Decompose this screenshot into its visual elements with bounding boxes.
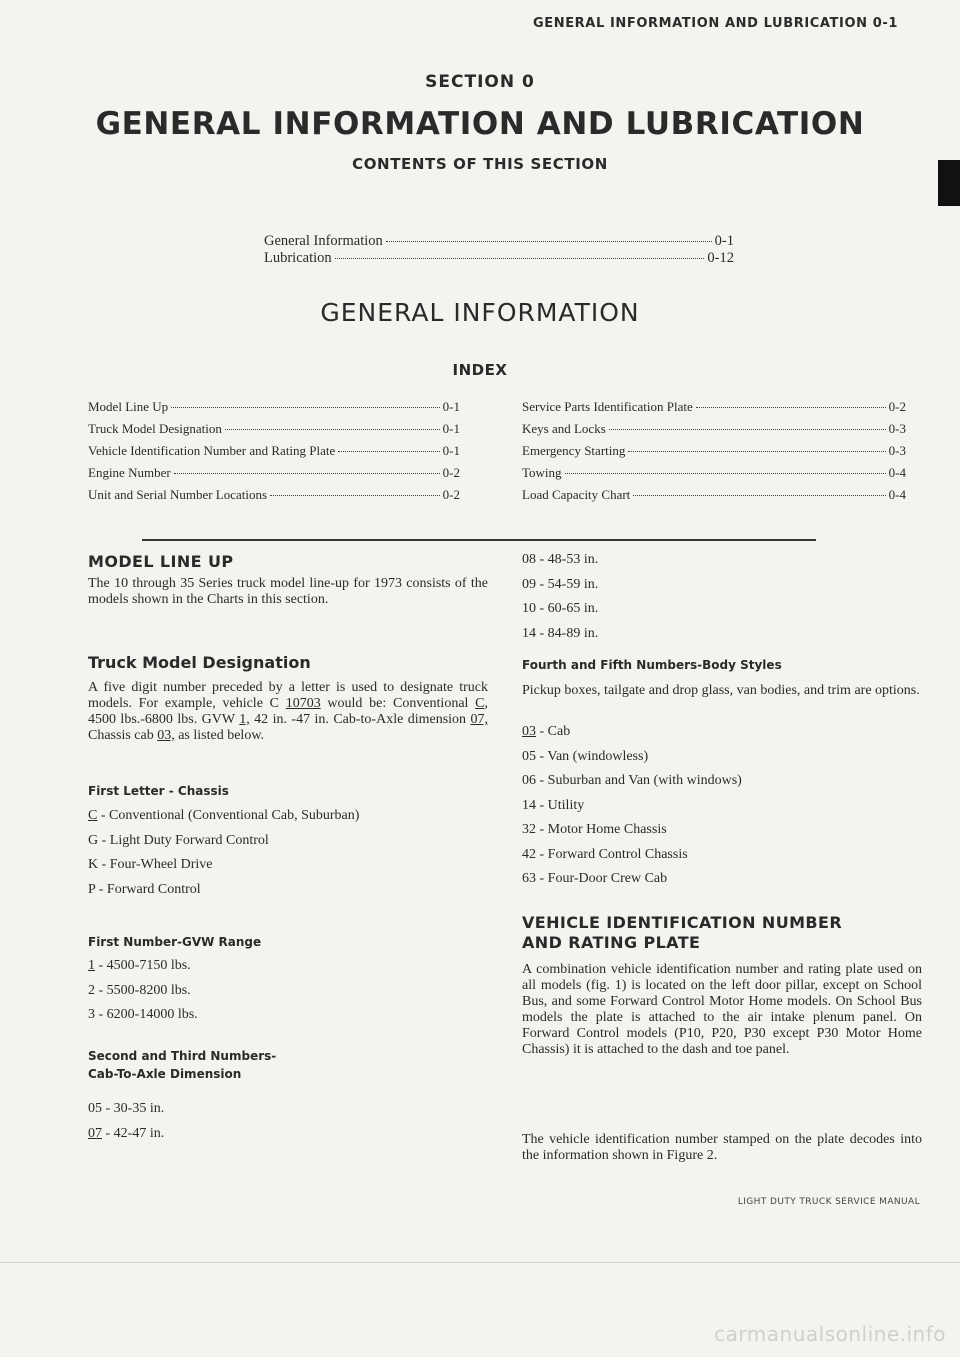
index-item[interactable]	[522, 440, 906, 462]
index-item-page: 0-1	[442, 399, 460, 414]
index-item[interactable]	[522, 418, 906, 440]
designation-code: 10703	[285, 696, 321, 711]
index-item-page: 0-2	[442, 487, 460, 502]
second-third-heading-line: Second and Third Numbers-	[88, 1049, 277, 1063]
index-item-label: Towing	[522, 465, 562, 480]
index-item-label: Model Line Up	[88, 399, 169, 414]
list-item	[88, 882, 488, 907]
body-styles-list	[522, 724, 922, 896]
first-letter-list	[88, 808, 488, 906]
model-line-up-body: The 10 through 35 Series truck model line-up for 1973 consists of the models shown in the Charts in this section.	[88, 576, 488, 607]
list-item-code: C	[88, 808, 98, 823]
index-item[interactable]	[88, 418, 460, 440]
site-watermark: carmanualsonline.info	[714, 1322, 946, 1346]
designation-code: 1,	[239, 712, 250, 727]
leader-dots	[386, 241, 712, 242]
designation-code: 07,	[470, 712, 488, 727]
index-item[interactable]	[88, 440, 460, 462]
list-item	[88, 1007, 488, 1032]
fourth-fifth-body: Pickup boxes, tailgate and drop glass, van bodies, and trim are options.	[522, 683, 920, 698]
list-item-text: 2 - 5500-8200 lbs.	[88, 982, 191, 998]
page-title: GENERAL INFORMATION AND LUBRICATION	[95, 106, 865, 142]
list-item-text: G - Light Duty Forward Control	[88, 832, 269, 848]
contents-item-label: General Information	[264, 233, 383, 249]
index-title: INDEX	[452, 361, 508, 379]
list-item-text: 06 - Suburban and Van (with windows)	[522, 773, 742, 788]
list-item	[522, 749, 922, 774]
list-item	[88, 1126, 488, 1151]
list-item-text: - 42-47 in.	[102, 1125, 165, 1141]
list-item-code: 03	[522, 724, 536, 739]
contents-item-lubrication[interactable]	[264, 250, 734, 267]
index-item-page: 0-1	[442, 421, 460, 436]
list-item-text: P - Forward Control	[88, 881, 201, 897]
list-item-text: 14 - Utility	[522, 797, 585, 813]
first-number-heading: First Number-GVW Range	[88, 935, 262, 949]
list-item	[522, 822, 922, 847]
leader-dots	[338, 451, 439, 452]
list-item	[522, 601, 922, 626]
list-item-text: - Conventional (Conventional Cab, Suburban)	[97, 808, 360, 823]
index-item-label: Service Parts Identification Plate	[522, 399, 693, 414]
leader-dots	[696, 407, 886, 408]
list-item-text: 05 - 30-35 in.	[88, 1101, 165, 1116]
leader-dots	[270, 495, 440, 496]
vin-plate-heading-line: VEHICLE IDENTIFICATION NUMBER	[522, 913, 843, 932]
index-item[interactable]	[88, 462, 460, 484]
truck-model-designation-body	[88, 680, 488, 744]
list-item-text: 05 - Van (windowless)	[522, 748, 649, 764]
list-item-text: K - Four-Wheel Drive	[88, 857, 213, 872]
designation-text: , 4500 lbs.-6800 lbs. GVW	[88, 696, 488, 727]
list-item-code: 07	[88, 1125, 102, 1141]
index-item-page: 0-4	[888, 487, 906, 502]
index-item-label: Engine Number	[88, 465, 171, 480]
list-item-text: 09 - 54-59 in.	[522, 576, 599, 592]
general-information-title: GENERAL INFORMATION	[320, 298, 640, 327]
index-item-label: Emergency Starting	[522, 443, 626, 458]
list-item	[522, 626, 922, 651]
index-item-page: 0-4	[888, 465, 906, 480]
list-item-text: 32 - Motor Home Chassis	[522, 822, 667, 837]
list-item	[88, 1101, 488, 1126]
section-label: SECTION 0	[425, 72, 535, 92]
index-item-page: 0-3	[888, 421, 906, 436]
designation-text: A five digit number preceded by a letter is used to designate truck models. For example, vehicle C	[88, 680, 488, 711]
manual-name-footer: LIGHT DUTY TRUCK SERVICE MANUAL	[737, 1197, 920, 1207]
vin-plate-heading	[522, 913, 842, 953]
index-item-label: Keys and Locks	[522, 421, 606, 436]
index-item-page: 0-1	[442, 443, 460, 458]
designation-code: 03,	[157, 728, 175, 743]
vin-plate-body: The vehicle identification number stamped on the plate decodes into the information shown in Figure 2.	[522, 1132, 922, 1163]
list-item	[88, 958, 488, 983]
list-item	[522, 798, 922, 823]
list-item	[522, 724, 922, 749]
model-line-up-heading: MODEL LINE UP	[88, 552, 234, 571]
second-third-list-right	[522, 552, 922, 650]
list-item	[522, 847, 922, 872]
list-item	[522, 577, 922, 602]
index-item-label: Load Capacity Chart	[522, 487, 631, 502]
running-header: GENERAL INFORMATION AND LUBRICATION 0-1	[532, 16, 898, 31]
fourth-fifth-heading: Fourth and Fifth Numbers-Body Styles	[522, 658, 782, 672]
list-item-text: 10 - 60-65 in.	[522, 601, 599, 616]
list-item	[522, 773, 922, 798]
list-item-text: 63 - Four-Door Crew Cab	[522, 871, 668, 886]
list-item-text: 14 - 84-89 in.	[522, 625, 599, 641]
index-item[interactable]	[88, 484, 460, 506]
index-item-label: Unit and Serial Number Locations	[88, 487, 268, 502]
leader-dots	[633, 495, 885, 496]
list-item-text: 3 - 6200-14000 lbs.	[88, 1007, 198, 1022]
first-number-list	[88, 958, 488, 1032]
list-item-text: 08 - 48-53 in.	[522, 552, 599, 567]
leader-dots	[174, 473, 440, 474]
index-left-column	[88, 396, 460, 506]
designation-text: would be: Conventional	[320, 696, 476, 711]
index-item[interactable]	[522, 396, 906, 418]
first-letter-heading: First Letter - Chassis	[88, 784, 229, 798]
truck-model-designation-heading: Truck Model Designation	[88, 653, 311, 672]
leader-dots	[565, 473, 886, 474]
contents-item-general-information[interactable]	[264, 233, 734, 250]
leader-dots	[225, 429, 440, 430]
leader-dots	[628, 451, 885, 452]
vin-plate-heading-line: AND RATING PLATE	[522, 933, 701, 952]
second-third-heading	[88, 1047, 276, 1083]
index-item[interactable]	[522, 462, 906, 484]
index-item-label: Truck Model Designation	[88, 421, 222, 436]
leader-dots	[609, 429, 886, 430]
second-third-heading-line: Cab-To-Axle Dimension	[88, 1067, 242, 1081]
contents-item-label: Lubrication	[264, 250, 332, 266]
leader-dots	[171, 407, 440, 408]
leader-dots	[335, 258, 705, 259]
designation-text: 42 in. -47 in. Cab-to-Axle dimension	[249, 712, 471, 727]
second-third-list-left	[88, 1101, 488, 1150]
designation-code: C	[475, 696, 485, 711]
list-item	[88, 808, 488, 833]
list-item	[522, 552, 922, 577]
list-item	[88, 857, 488, 882]
index-item[interactable]	[88, 396, 460, 418]
list-item	[88, 833, 488, 858]
section-divider	[142, 539, 816, 541]
list-item-text: 42 - Forward Control Chassis	[522, 846, 688, 862]
designation-text: Chassis cab	[88, 728, 158, 743]
contents-item-page: 0-12	[707, 250, 734, 266]
index-item-page: 0-2	[888, 399, 906, 414]
index-item-page: 0-3	[888, 443, 906, 458]
list-item	[522, 871, 922, 896]
contents-item-page: 0-1	[714, 233, 734, 249]
vin-plate-body: A combination vehicle identification number and rating plate used on all models (fig. 1) is located on the left door pillar, except on School Bus, and some Forward Control Motor Home models. On School Bus models the plate is attached to the air intake plenum panel. On Forward Control models (P10, P20, P30 except P30 Motor Home Chassis) it is attached to the dash and toe panel.	[522, 962, 922, 1057]
list-item-text: - 4500-7150 lbs.	[95, 958, 191, 973]
index-item[interactable]	[522, 484, 906, 506]
designation-text: as listed below.	[174, 728, 265, 743]
index-right-column	[522, 396, 906, 506]
index-item-label: Vehicle Identification Number and Rating Plate	[88, 443, 336, 458]
contents-title: CONTENTS OF THIS SECTION	[352, 155, 608, 173]
index-item-page: 0-2	[442, 465, 460, 480]
list-item-text: - Cab	[536, 724, 571, 739]
contents-list	[264, 233, 734, 267]
list-item-code: 1	[88, 958, 95, 973]
page-edge-shadow	[0, 1262, 960, 1263]
list-item	[88, 983, 488, 1008]
